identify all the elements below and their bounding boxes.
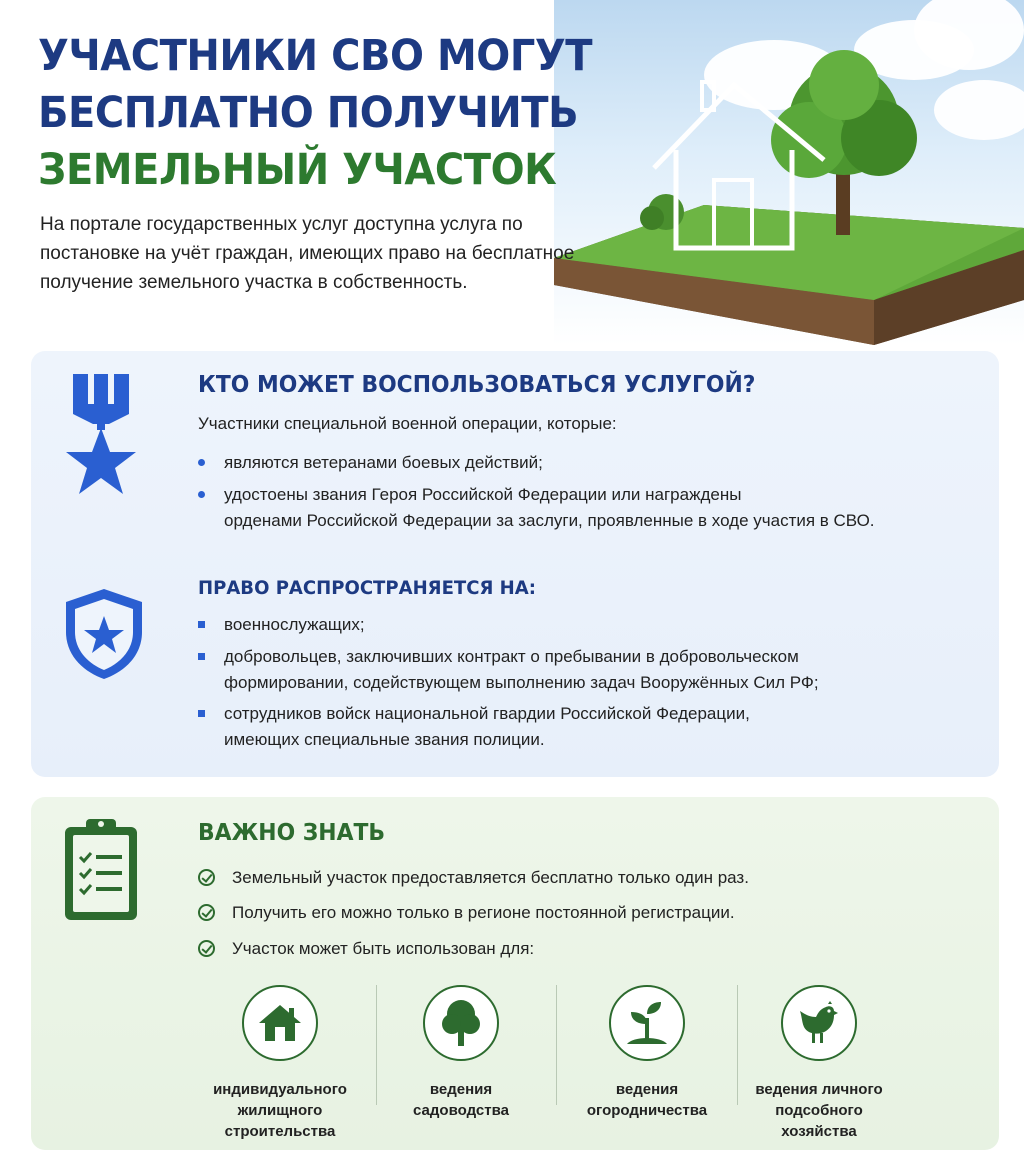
land-plot-icon	[554, 0, 1024, 345]
bullet-icon	[198, 653, 205, 660]
check-circle-icon	[198, 904, 215, 921]
clipboard-checklist-icon	[62, 815, 140, 923]
bullet-icon	[198, 621, 205, 628]
medal-star-icon	[64, 372, 138, 498]
important-item-2: Получить его можно только в регионе постоянной регистрации.	[232, 903, 735, 922]
scope-heading: ПРАВО РАСПРОСТРАНЯЕТСЯ НА:	[198, 577, 536, 599]
bullet-icon	[198, 710, 205, 717]
chicken-icon	[781, 985, 857, 1061]
check-circle-icon	[198, 869, 215, 886]
who-item-2b: орденами Российской Федерации за заслуги, проявленные в ходе участия в СВО.	[224, 511, 875, 530]
who-item-1: являются ветеранами боевых действий;	[224, 453, 543, 472]
scope-item-3b: имеющих специальные звания полиции.	[224, 730, 545, 749]
hero-illustration	[554, 0, 1024, 345]
bullet-icon	[198, 491, 205, 498]
page-title	[38, 28, 592, 199]
use-gardening	[371, 985, 551, 1121]
use-label: ведения огородничества	[586, 1081, 708, 1119]
use-label: ведения садоводства	[413, 1081, 509, 1119]
use-vegetable-growing	[557, 985, 737, 1121]
title-line-1: УЧАСТНИКИ СВО МОГУТ	[38, 31, 593, 81]
use-housing	[190, 985, 370, 1142]
use-label: ведения личного подсобного хозяйства	[755, 1081, 883, 1140]
house-icon	[242, 985, 318, 1061]
sprout-icon	[609, 985, 685, 1061]
shield-star-icon	[62, 586, 146, 682]
who-lead: Участники специальной военной операции, которые:	[198, 414, 617, 433]
who-heading: КТО МОЖЕТ ВОСПОЛЬЗОВАТЬСЯ УСЛУГОЙ?	[198, 372, 756, 398]
tree-icon	[423, 985, 499, 1061]
use-personal-farming	[729, 985, 909, 1142]
important-item-1: Земельный участок предоставляется бесплатно только один раз.	[232, 868, 749, 887]
use-label: индивидуального жилищного строительства	[213, 1081, 347, 1140]
who-item-2a: удостоены звания Героя Российской Федерации или награждены	[224, 485, 742, 504]
important-heading: ВАЖНО ЗНАТЬ	[198, 820, 386, 846]
bullet-icon	[198, 459, 205, 466]
intro-text: На портале государственных услуг доступна услуга по постановке на учёт граждан, имеющих право на бесплатное получение земельного участка в собственность.	[40, 214, 575, 293]
scope-item-3a: сотрудников войск национальной гвардии Российской Федерации,	[224, 704, 750, 723]
scope-item-1: военнослужащих;	[224, 615, 365, 634]
important-item-3: Участок может быть использован для:	[232, 939, 535, 958]
title-line-2: БЕСПЛАТНО ПОЛУЧИТЬ	[38, 88, 579, 138]
scope-item-2a: добровольцев, заключивших контракт о пребывании в добровольческом	[224, 647, 799, 666]
scope-item-2b: формировании, содействующем выполнению задач Вооружённых Сил РФ;	[224, 673, 819, 692]
check-circle-icon	[198, 940, 215, 957]
title-line-3: ЗЕМЕЛЬНЫЙ УЧАСТОК	[38, 145, 557, 195]
